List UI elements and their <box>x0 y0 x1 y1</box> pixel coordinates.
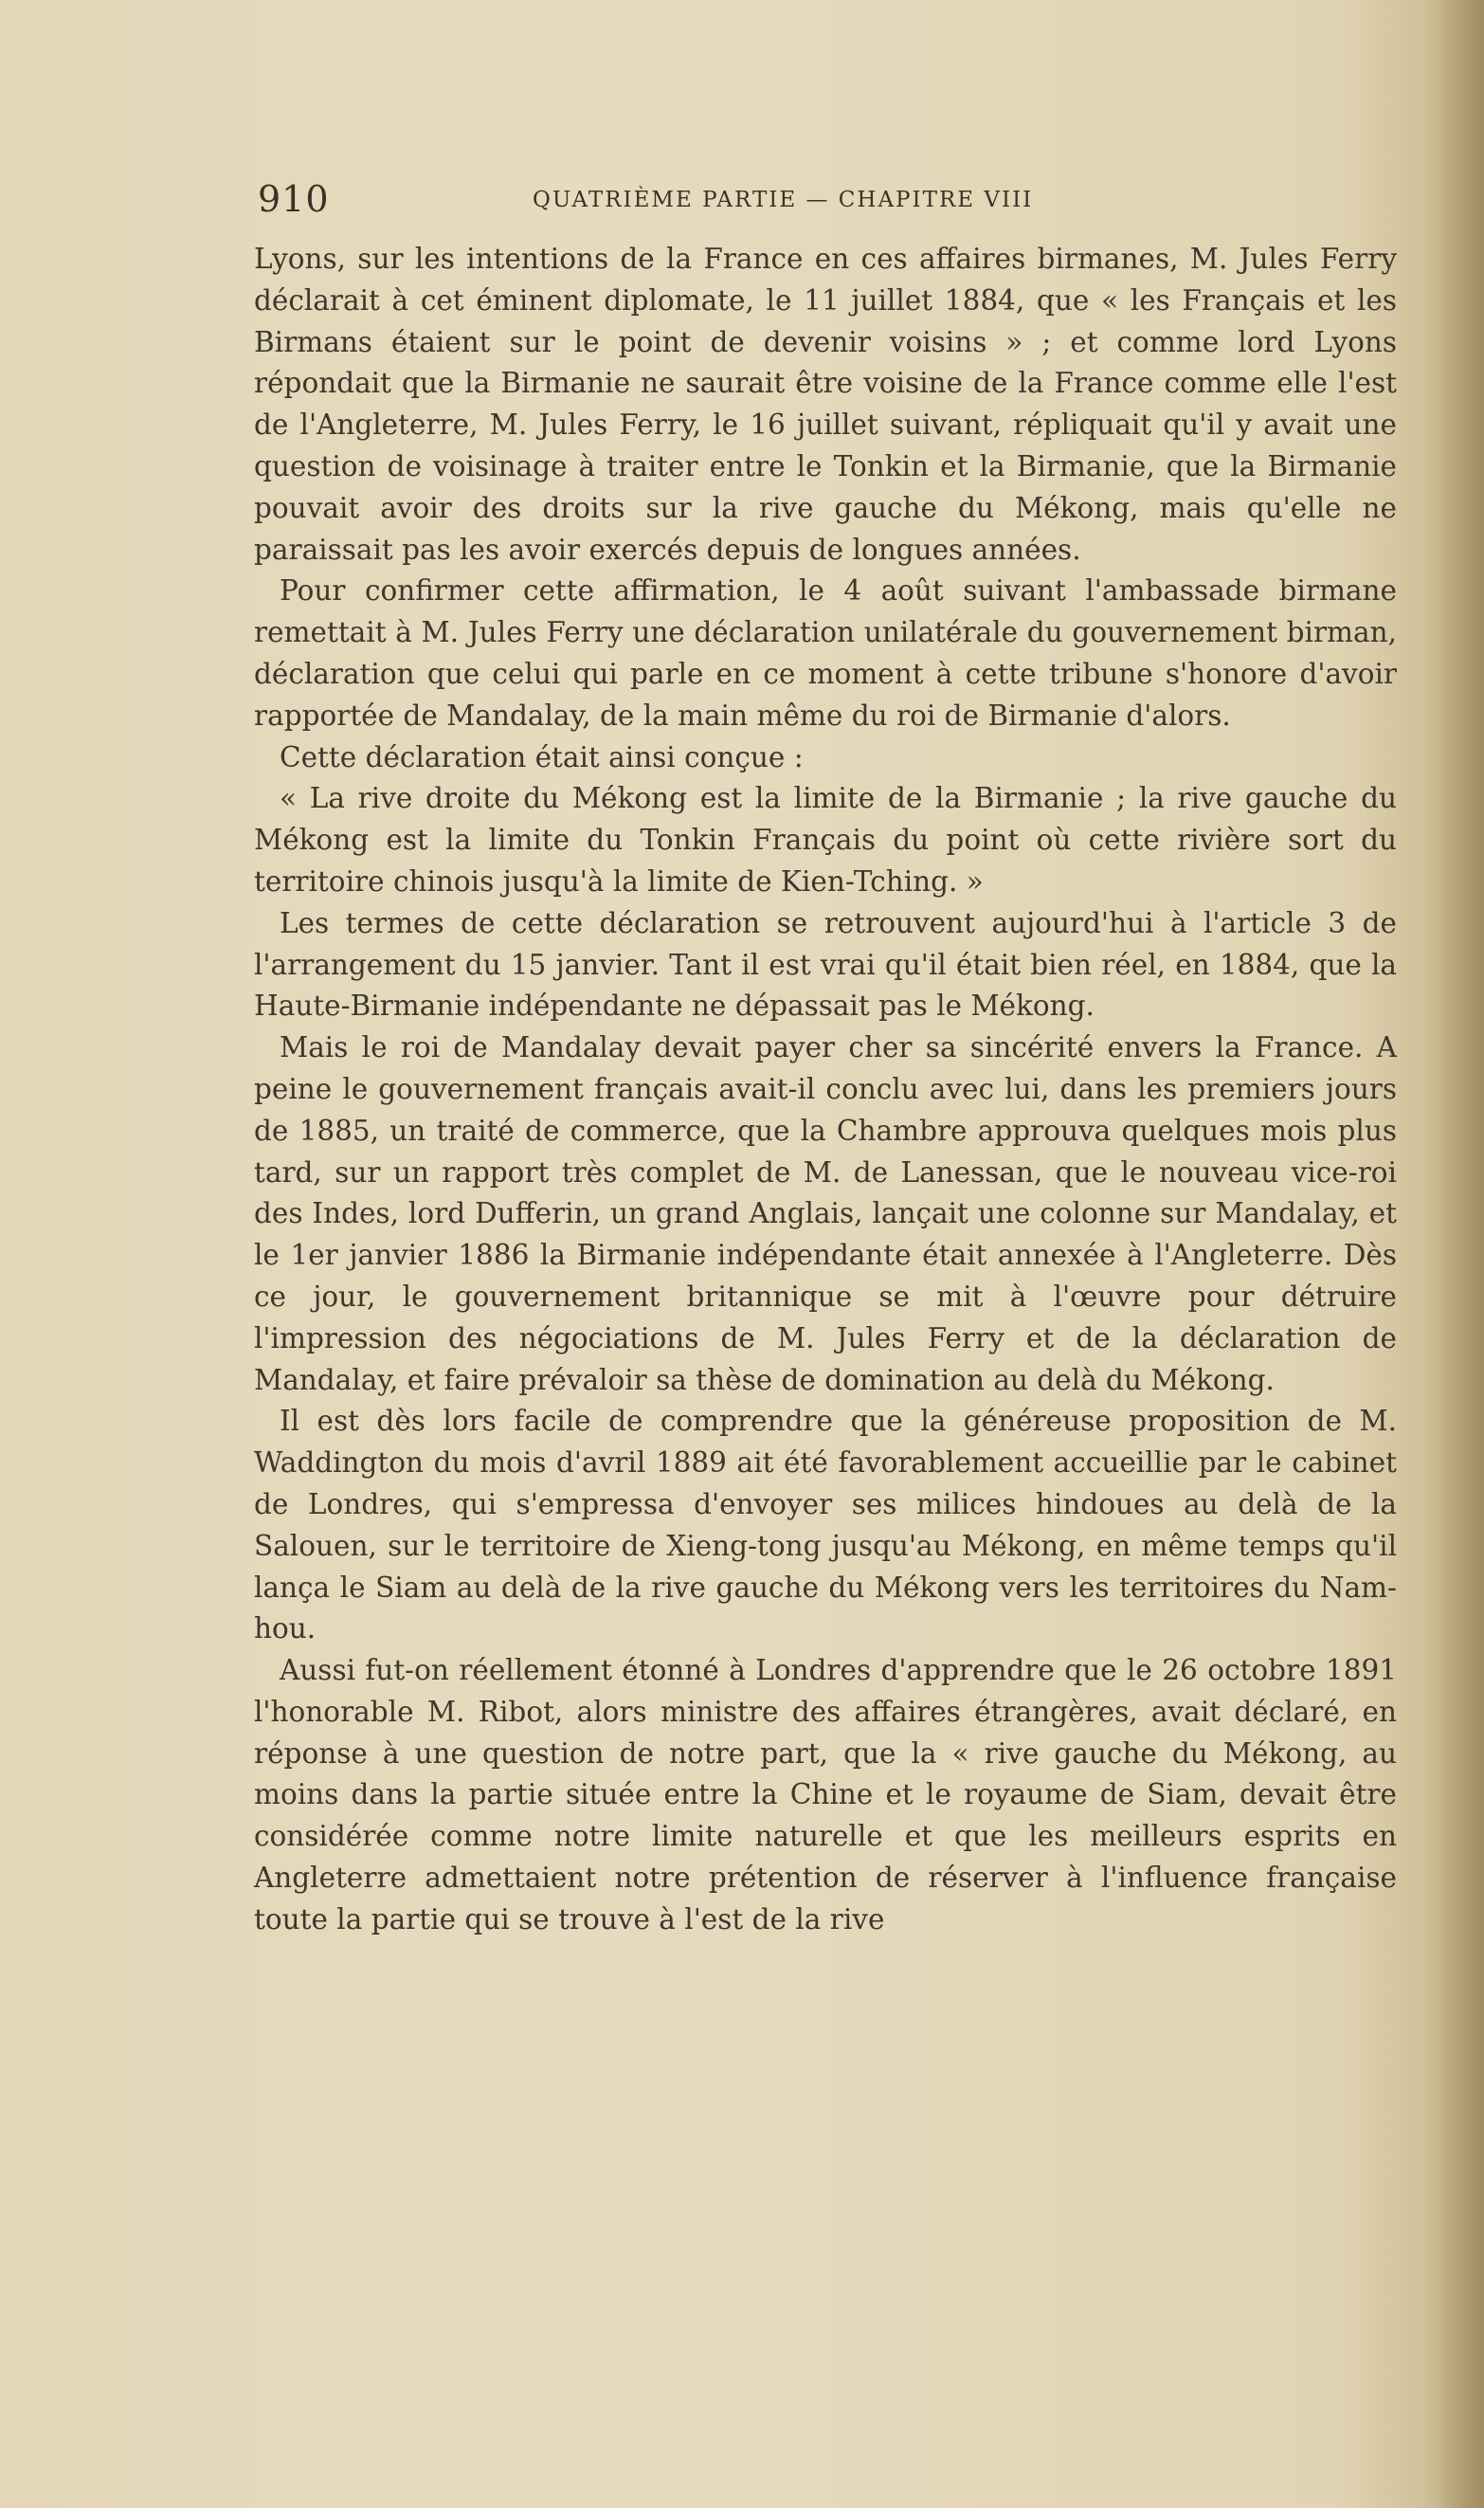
quotation-paragraph: « La rive droite du Mékong est la limite de la Birmanie ; la rive gauche du Mékong est la limite du Tonkin Français du point où cette rivière sort du territoire chinois jusqu'à la limite de Kien-Tching. » <box>254 782 1397 898</box>
paragraph: Mais le roi de Mandalay devait payer cher sa sincérité envers la France. A peine le gouvernement français avait-il conclu avec lui, dans les premiers jours de 1885, un traité de commerce, que la Chambre approuva quelques mois plus tard, sur un rapport très complet de M. de Lanessan, que le nouveau vice-roi des Indes, lord Dufferin, un grand Anglais, lançait une colonne sur Mandalay, et le 1er janvier 1886 la Birmanie indépendante était annexée à l'Angleterre. Dès ce jour, le gouvernement britannique se mit à l'œuvre pour détruire l'impression des négociations de M. Jules Ferry et de la déclaration de Mandalay, et faire prévaloir sa thèse de domination au delà du Mékong. <box>254 1031 1397 1396</box>
paragraph: Les termes de cette déclaration se retrouvent aujourd'hui à l'article 3 de l'arrangement du 15 janvier. Tant il est vrai qu'il était bien réel, en 1884, que la Haute-Birmanie indépendante ne dépassait pas le Mékong. <box>254 906 1397 1023</box>
page-edge-shadow <box>1427 0 1484 2508</box>
paragraph: Cette déclaration était ainsi conçue : <box>280 740 804 773</box>
body-text <box>254 239 1397 1941</box>
running-head: QUATRIÈME PARTIE — CHAPITRE VIII <box>533 188 1034 212</box>
paragraph: Il est dès lors facile de comprendre que la généreuse proposition de M. Waddington du mois d'avril 1889 ait été favorablement accueillie par le cabinet de Londres, qui s'empressa d'envoyer ses milices hindoues au delà de la Salouen, sur le territoire de Xieng-tong jusqu'au Mékong, en même temps qu'il lança le Siam au delà de la rive gauche du Mékong vers les territoires du Nam-hou. <box>254 1405 1397 1645</box>
page-header <box>258 178 1401 226</box>
paragraph: Aussi fut-on réellement étonné à Londres d'apprendre que le 26 octobre 1891 l'honorable M. Ribot, alors ministre des affaires étrangères, avait déclaré, en réponse à une question de notre part, que la « rive gauche du Mékong, au moins dans la partie située entre la Chine et le royaume de Siam, devait être considérée comme notre limite naturelle et que les meilleurs esprits en Angleterre admettaient notre prétention de réserver à l'influence française toute la partie qui se trouve à l'est de la rive <box>254 1654 1397 1936</box>
page-number: 910 <box>258 178 330 220</box>
paragraph: Pour confirmer cette affirmation, le 4 août suivant l'ambassade birmane remettait à M. Jules Ferry une déclaration unilatérale du gouvernement birman, déclaration que celui qui parle en ce moment à cette tribune s'honore d'avoir rapportée de Mandalay, de la main même du roi de Birmanie d'alors. <box>254 574 1397 732</box>
paragraph: Lyons, sur les intentions de la France en ces affaires birmanes, M. Jules Ferry déclarait à cet éminent diplomate, le 11 juillet 1884, que « les Français et les Birmans étaient sur le point de devenir voisins » ; et comme lord Lyons répondait que la Birmanie ne saurait être voisine de la France comme elle l'est de l'Angleterre, M. Jules Ferry, le 16 juillet suivant, répliquait qu'il y avait une question de voisinage à traiter entre le Tonkin et la Birmanie, que la Birmanie pouvait avoir des droits sur la rive gauche du Mékong, mais qu'elle ne paraissait pas les avoir exercés depuis de longues années. <box>254 243 1397 566</box>
